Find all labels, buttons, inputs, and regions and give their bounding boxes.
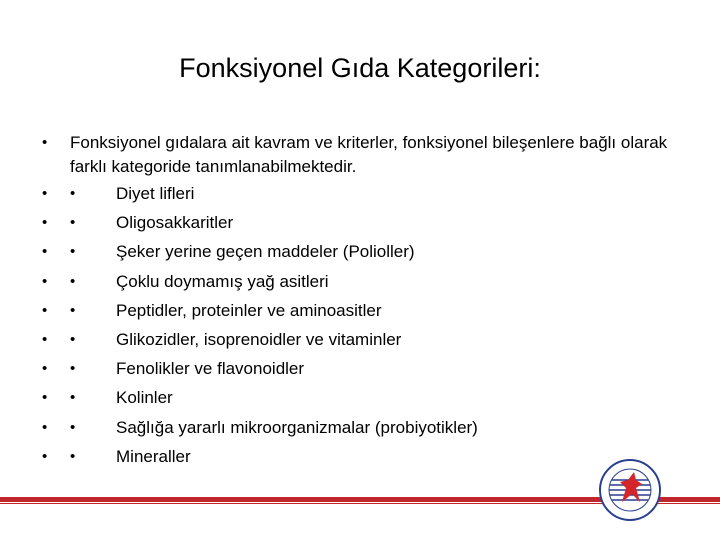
outer-bullet: • <box>42 301 48 319</box>
intro-text: Fonksiyonel gıdalara ait kavram ve kriterler, fonksiyonel bileşenlere bağlı olarak farklı kategoride tanımlanabilmektedir. <box>70 133 668 176</box>
list-item-text: Şeker yerine geçen maddeler (Polioller) <box>116 242 415 262</box>
list-item <box>0 179 720 208</box>
outer-bullet: • <box>42 243 48 261</box>
list-item-text: Kolinler <box>116 388 173 408</box>
inner-bullet: • <box>70 301 76 319</box>
outer-bullet: • <box>42 418 48 436</box>
list-item <box>0 413 720 442</box>
list-item-text: Glikozidler, isoprenoidler ve vitaminler <box>116 330 402 349</box>
intro-bullet: • <box>42 134 48 151</box>
list-item <box>0 208 720 237</box>
list-item-text: Oligosakkaritler <box>116 213 234 233</box>
inner-bullet: • <box>70 331 76 348</box>
inner-bullet: • <box>70 447 76 465</box>
list-item-text: Peptidler, proteinler ve aminoasitler <box>116 300 382 320</box>
list-item <box>0 296 720 325</box>
list-item <box>0 237 720 266</box>
list-item <box>0 383 720 412</box>
outer-bullet: • <box>42 272 48 290</box>
list-item <box>0 354 720 383</box>
outer-bullet: • <box>42 447 48 465</box>
inner-bullet: • <box>70 418 76 436</box>
inner-bullet: • <box>70 360 76 378</box>
inner-bullet: • <box>70 389 76 407</box>
list-item-text: Çoklu doymamış yağ asitleri <box>116 271 329 291</box>
university-seal-icon <box>598 458 662 522</box>
outer-bullet: • <box>42 185 48 202</box>
inner-bullet: • <box>70 185 76 202</box>
outer-bullet: • <box>42 360 48 378</box>
outer-bullet: • <box>42 214 48 232</box>
slide-title: Fonksiyonel Gıda Kategorileri: <box>179 53 541 83</box>
inner-bullet: • <box>70 243 76 261</box>
list-item-text: Sağlığa yararlı mikroorganizmalar (probiyotikler) <box>116 417 478 437</box>
list-item <box>0 267 720 296</box>
list-item <box>0 325 720 354</box>
list-item-text: Mineraller <box>116 446 191 466</box>
inner-bullet: • <box>70 214 76 232</box>
inner-bullet: • <box>70 272 76 290</box>
outer-bullet: • <box>42 331 48 348</box>
list-item-text: Fenolikler ve flavonoidler <box>116 359 305 379</box>
outer-bullet: • <box>42 389 48 407</box>
list-item-text: Diyet lifleri <box>116 184 195 203</box>
